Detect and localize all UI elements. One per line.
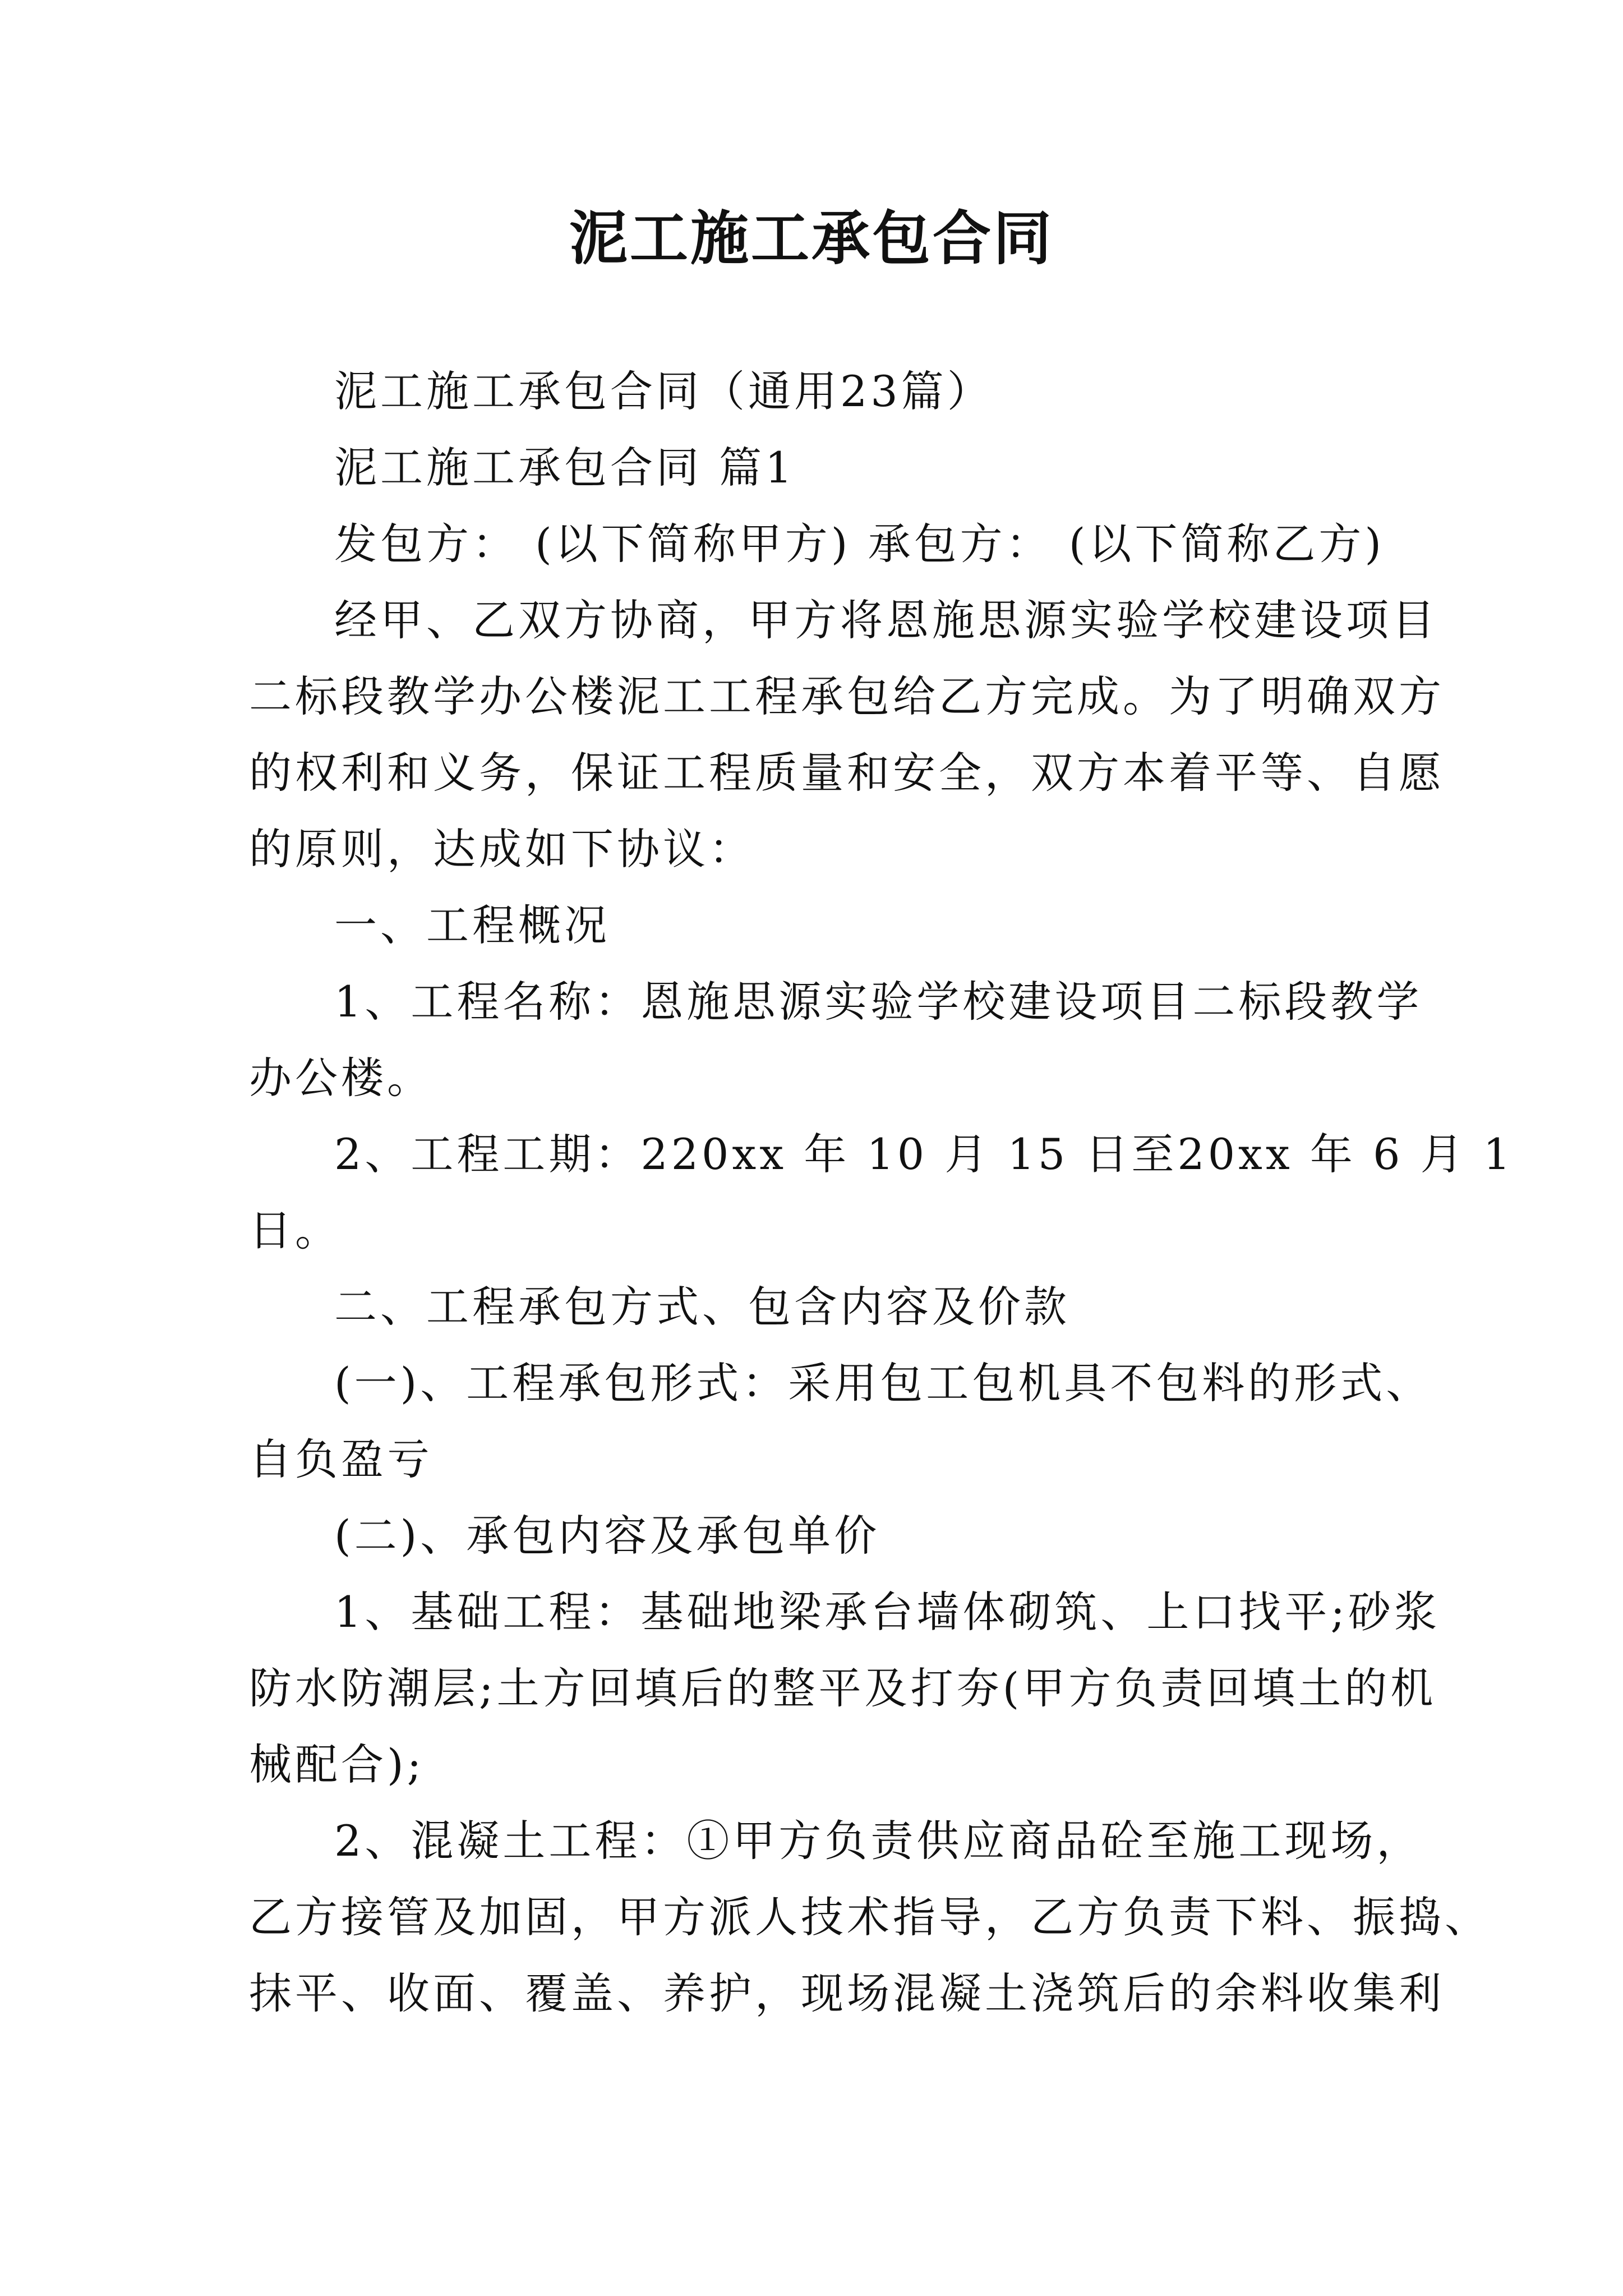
paragraph-line: 一、工程概况 [334, 900, 610, 950]
paragraph-line: 2、混凝土工程：①甲方负责供应商品砼至施工现场， [334, 1816, 1423, 1866]
paragraph-line: 1、工程名称：恩施思源实验学校建设项目二标段教学 [334, 977, 1423, 1027]
paragraph-line: 防水防潮层;土方回填后的整平及打夯(甲方负责回填土的机 [249, 1663, 1437, 1713]
paragraph-line: 的原则，达成如下协议： [249, 824, 755, 874]
paragraph-line: 经甲、乙双方协商，甲方将恩施思源实验学校建设项目 [334, 595, 1438, 645]
paragraph-line: 发包方： (以下简称甲方) 承包方： (以下简称乙方) [334, 519, 1385, 569]
paragraph-line: 乙方接管及加固，甲方派人技术指导，乙方负责下料、振捣、 [249, 1892, 1491, 1942]
paragraph-line: 2、工程工期：220xx 年 10 月 15 日至20xx 年 6 月 1 [334, 1129, 1514, 1179]
paragraph-line: 械配合); [249, 1740, 425, 1789]
document-body [249, 353, 1514, 2032]
document-title: 泥工施工承包合同 [569, 204, 1054, 273]
paragraph-line: 泥工施工承包合同（通用23篇） [334, 366, 993, 416]
paragraph-line: 的权利和义务，保证工程质量和安全，双方本着平等、自愿 [249, 748, 1445, 798]
paragraph-line: 自负盈亏 [249, 1434, 433, 1484]
paragraph-line: (二)、承包内容及承包单价 [334, 1511, 880, 1561]
paragraph-line: 日。 [249, 1205, 341, 1255]
paragraph-line: 抹平、收面、覆盖、养护，现场混凝土浇筑后的余料收集利 [249, 1968, 1445, 2018]
paragraph-line: 二标段教学办公楼泥工工程承包给乙方完成。为了明确双方 [249, 671, 1445, 721]
paragraph-line: 泥工施工承包合同 篇1 [334, 443, 796, 493]
paragraph-line: 二、工程承包方式、包含内容及价款 [334, 1282, 1070, 1332]
paragraph-line: 办公楼。 [249, 1053, 433, 1103]
paragraph-line: 1、基础工程：基础地梁承台墙体砌筑、上口找平;砂浆 [334, 1587, 1440, 1637]
paragraph-line: (一)、工程承包形式：采用包工包机具不包料的形式、 [334, 1358, 1432, 1408]
